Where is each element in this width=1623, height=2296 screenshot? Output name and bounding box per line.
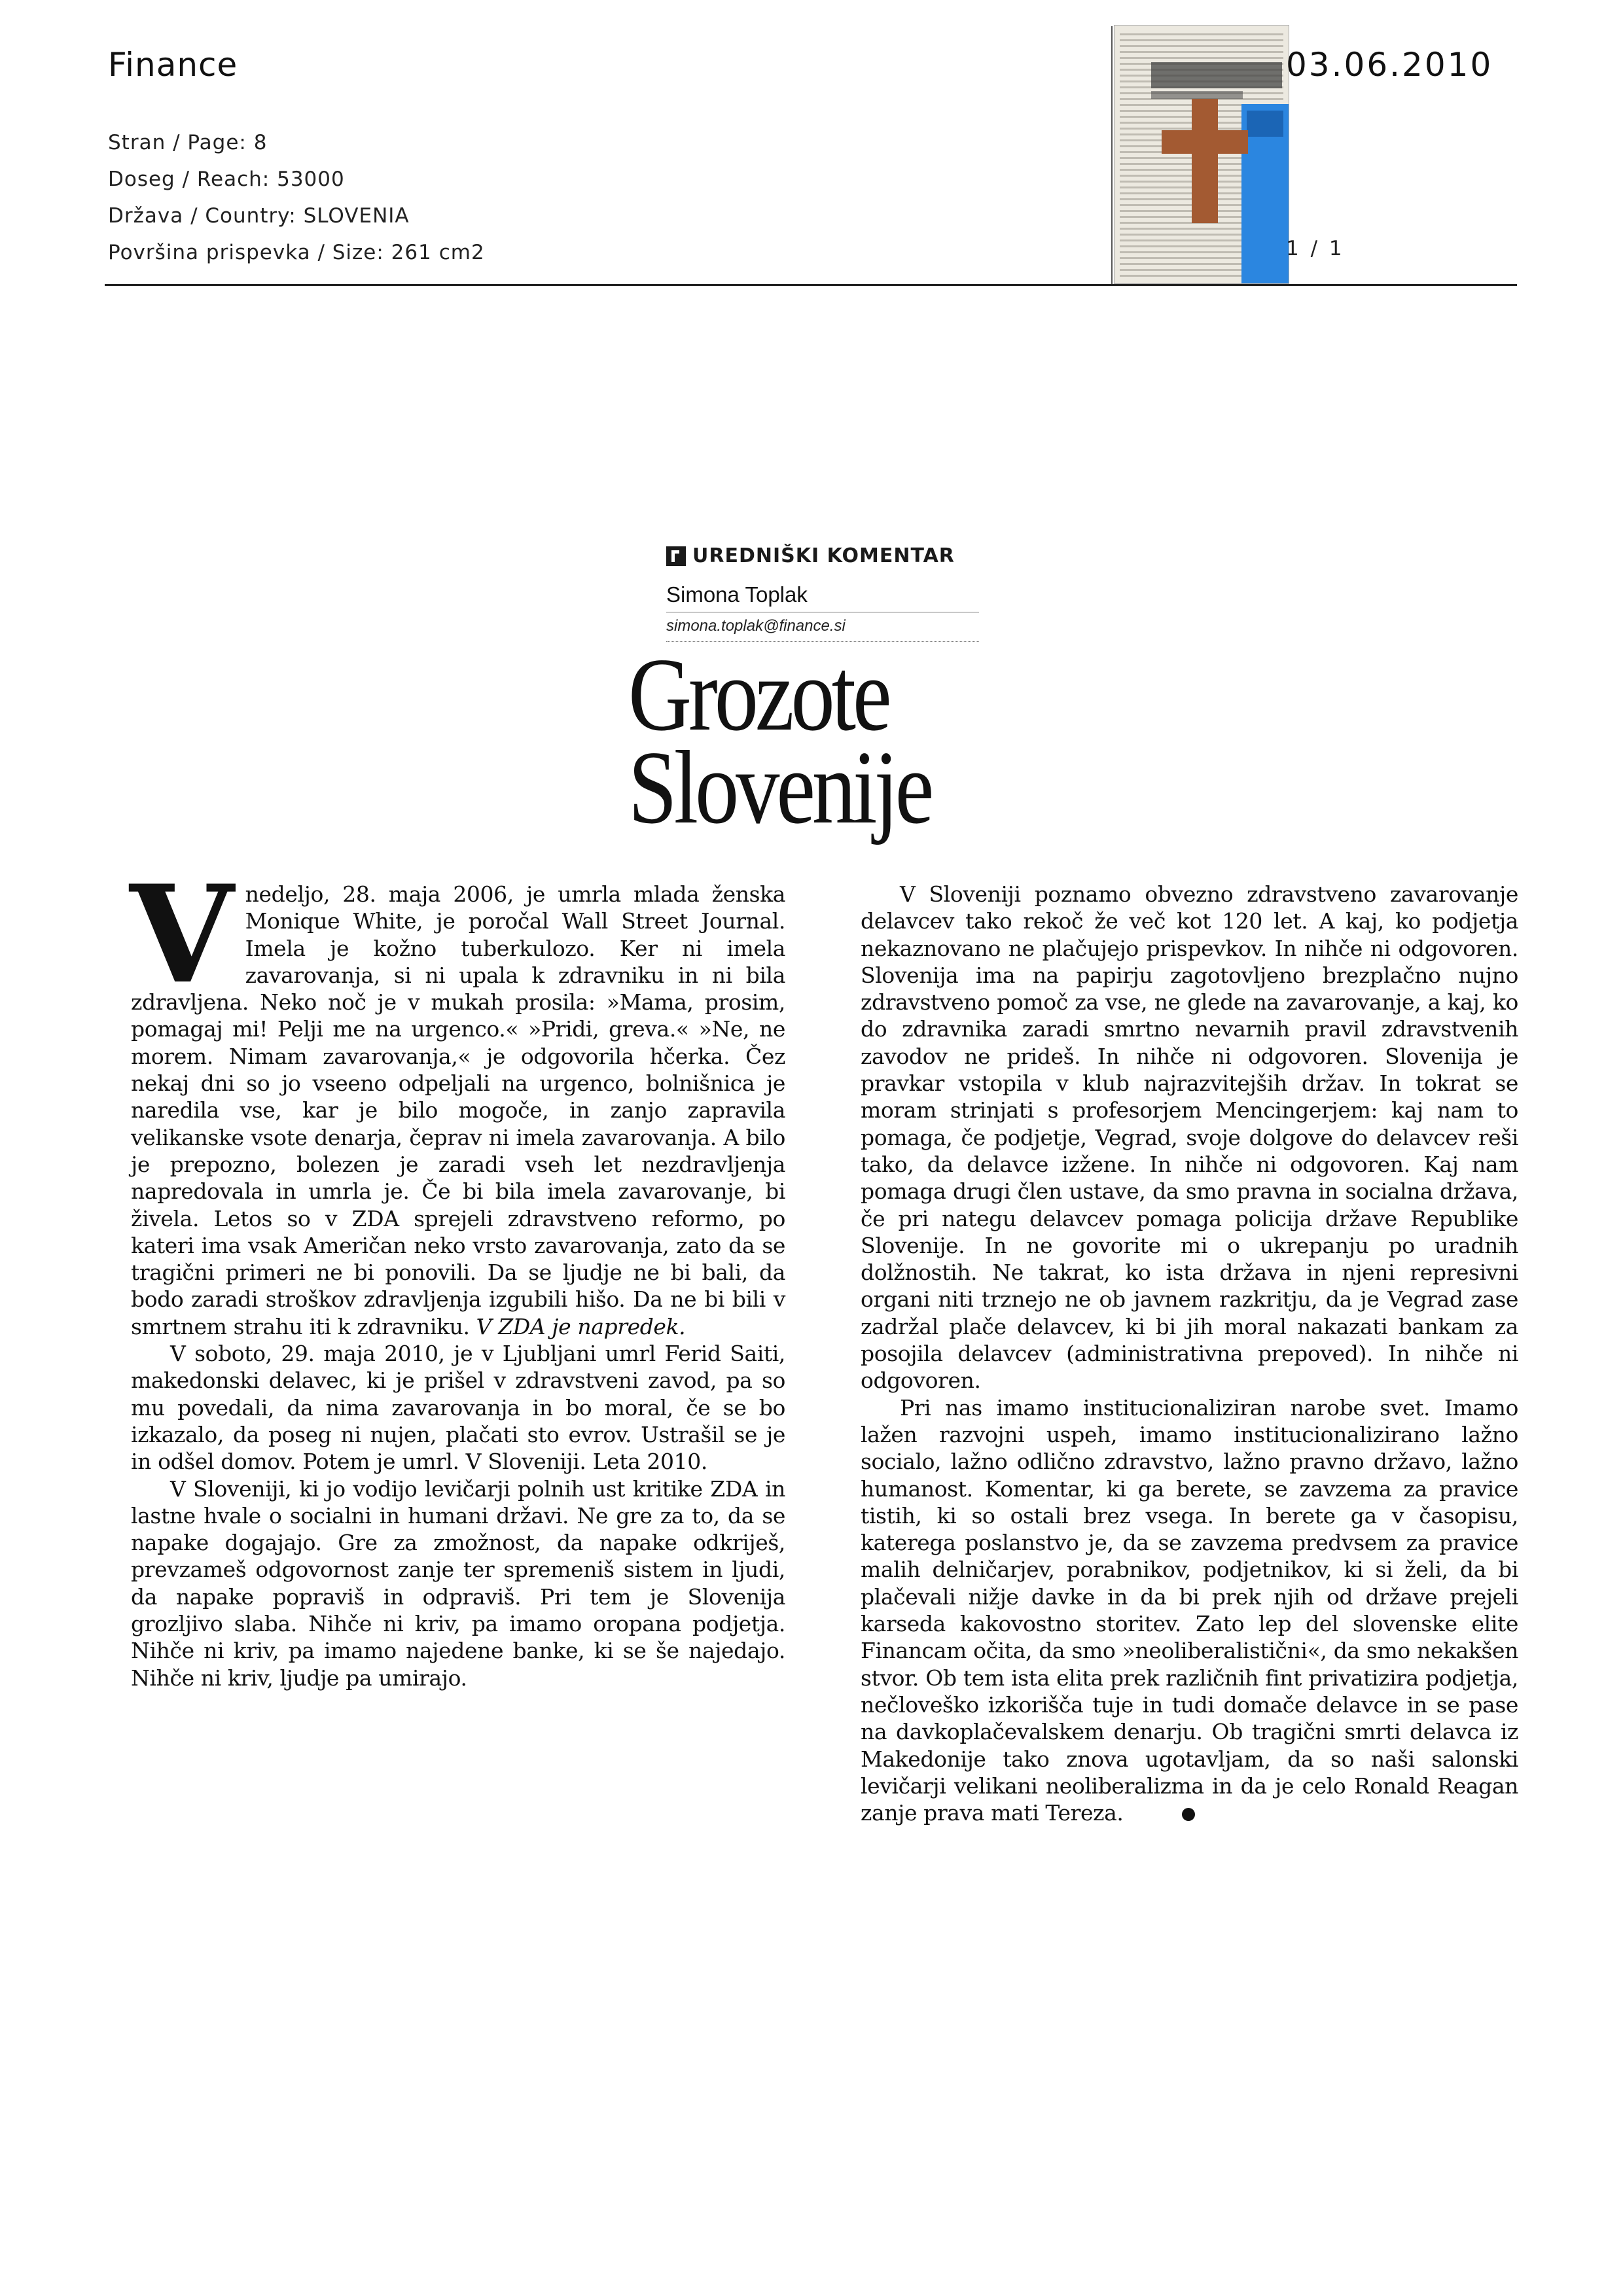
page-counter: 1 / 1 [1286, 237, 1345, 260]
drop-cap: V [130, 857, 234, 1014]
paragraph [861, 1394, 1518, 1827]
article-column-left [130, 857, 785, 1691]
clipping-metadata [108, 124, 485, 271]
title-line-2: Slovenije [628, 729, 931, 845]
paragraph [130, 857, 785, 1340]
paragraph: V Sloveniji, ki jo vodijo levičarji polnih ust kritike ZDA in lastne hvale o socialni in humani državi. Ne gre za to, da se napake dogajajo. Gre za zmožnost, da napake odkriješ, prevzameš odgovornost zanje ter spremeniš sistem in ljudi, da napake popraviš in odpraviš. Pri tem je Slovenija grozljivo slaba. Nihče ni kriv, pa imamo oropana podjetja. Nihče ni kriv, pa imamo najedene banke, ki se še najedajo. Nihče ni kriv, ljudje pa umirajo. [131, 1475, 785, 1691]
header-rule [105, 284, 1517, 286]
end-mark-icon [1182, 1808, 1195, 1821]
title-line-1: Grozote [628, 636, 889, 752]
clipping-date: 03.06.2010 [1286, 46, 1493, 84]
author-name: Simona Toplak [666, 582, 808, 607]
paragraph-text: Pri nas imamo institucionaliziran narobe svet. Imamo lažen razvojni uspeh, imamo institucionalizirano lažno socialo, lažno odlično zdravstvo, lažno pravno državo, lažno humanost. Komentar, ki ga berete, se zavzema za pravice tistih, ki so ostali brez vsega. In berete ga v časopisu, katerega poslanstvo je, da se zavzema predvsem za pravice malih delničarjev, porabnikov, podjetnikov, ki si želi, da bi plačevali nižje davke in da bi prek njih od države prejeli karseda kakovostno storitev. Zato lep del slovenske elite Financam očita, da smo »neoliberalistični«, da smo nekakšen stvor. Ob tem ista elita prek različnih fint privatizira podjetja, nečloveško izkorišča tuje in tudi domače delavce in se pase na davkoplačevalskem denarju. Ob tragični smrti delavca iz Makedonije tako znova ugotavljam, da so naši salonski levičarji velikani neoliberalizma in da je celo Ronald Reagan zanje prava mati Tereza. [861, 1394, 1518, 1826]
paragraph-emphasis: V ZDA je napredek. [476, 1313, 686, 1339]
publication-name: Finance [108, 46, 238, 84]
section-kicker [666, 544, 955, 567]
kicker-text: UREDNIŠKI KOMENTAR [692, 544, 955, 567]
page-thumbnail [1114, 25, 1289, 284]
meta-country: Država / Country: SLOVENIA [108, 204, 410, 228]
meta-reach: Doseg / Reach: 53000 [108, 168, 345, 191]
meta-size: Površina prispevka / Size: 261 cm2 [108, 241, 485, 264]
finance-logo-icon [666, 546, 686, 566]
paragraph: V soboto, 29. maja 2010, je v Ljubljani umrl Ferid Saiti, makedonski delavec, ki je prišel v zdravstveni zavod, pa so mu povedali, da nima zavarovanja in bo moral, če se bo izkazalo, da poseg ni nujen, plačati sto evrov. Ustrašil se je in odšel domov. Potem je umrl. V Sloveniji. Leta 2010. [131, 1341, 785, 1475]
paragraph-text: nedeljo, 28. maja 2006, je umrla mlada ženska Monique White, je poročal Wall Street Journal. Imela je kožno tuberkulozo. Ker ni imela zavarovanja, si ni upala k zdravniku in ni bila zdravljena. Neko noč je v mukah prosila: »Mama, prosim, pomagaj mi! Pelji me na urgenco.« »Pridi, greva.« »Ne, ne morem. Nimam zavarovanja,« je odgovorila hčerka. Čez nekaj dni so jo vseeno odpeljali na urgenco, bolnišnica je naredila vse, kar je bilo mogoče, in zanjo zapravila velikanske vsote denarja, čeprav ni imela zavarovanja. A bilo je prepozno, bolezen je zaradi vseh let nezdravljenja napredovala in umrla je. Če bi bila imela zavarovanje, bi živela. Letos so v ZDA sprejeli zdravstveno reformo, po kateri ima vsak Američan neko vrsto zavarovanja, zato da se tragični primeri ne bi ponovili. Da se ljudje ne bi bali, da bodo zaradi stroškov zdravljenja izgubili hišo. Da ne bi bili v smrtnem strahu iti k zdravniku. [131, 881, 785, 1339]
article-column-right [861, 881, 1518, 1826]
author-email: simona.toplak@finance.si [666, 617, 846, 635]
article-title [628, 636, 931, 845]
meta-page: Stran / Page: 8 [108, 131, 268, 154]
paragraph: V Sloveniji poznamo obvezno zdravstveno zavarovanje delavcev tako rekoč že več kot 120 let. A kaj, ko podjetja nekaznovano ne plačujejo prispevkov. In nihče ni odgovoren. Slovenija ima na papirju zagotovljeno brezplačno nujno zdravstveno pomoč za vse, ne glede na zavarovanje, a kaj, ko do zdravnika zaradi smrtno nevarnih pravil zdravstvenih zavodov ne prideš. In nihče ni odgovoren. Slovenija je pravkar vstopila v klub najrazvitejših držav. In tokrat se moram strinjati s profesorjem Mencingerjem: kaj nam to pomaga, če podjetje, Vegrad, svoje dolgove do delavcev reši tako, da delavce izžene. In nihče ni odgovoren. Kaj nam pomaga drugi člen ustave, da smo pravna in socialna država, če pri nategu delavcev pomaga policija države Republike Slovenije. In ne govorite mi o ukrepanju po uradnih dolžnostih. Ne takrat, ko ista država in njeni represivni organi niti trznejo ne ob javnem razkritju, da je Vegrad zase zadržal plače delavcev, ki bi jih moral nakazati bankam za posojila delavcev (administrativna prepoved). In nihče ni odgovoren. [861, 881, 1518, 1394]
header-divider [1111, 26, 1113, 285]
